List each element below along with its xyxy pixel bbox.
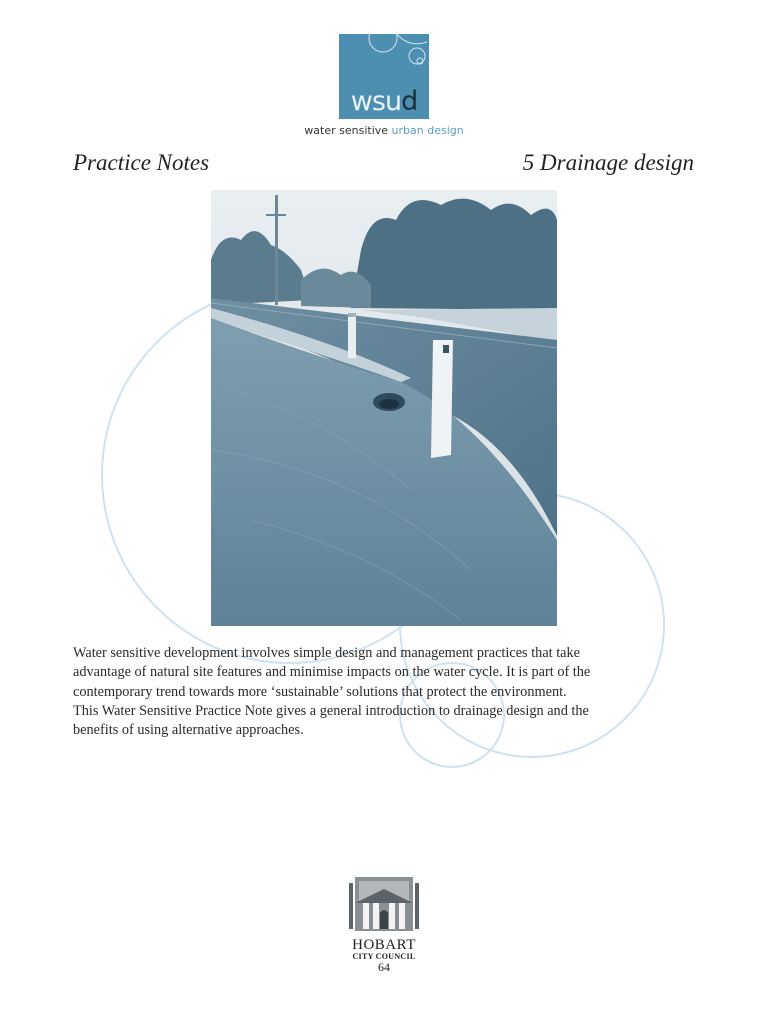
council-emblem-icon — [349, 873, 419, 933]
tagline-part1: water sensitive — [304, 124, 392, 137]
roadside-swale-photo — [211, 190, 557, 626]
logo-word-part2: d — [401, 86, 418, 117]
intro-line: This Water Sensitive Practice Note gives a general introduction to drainage design and the — [73, 702, 589, 719]
council-subtitle: CITY COUNCIL — [352, 952, 416, 961]
intro-line: contemporary trend towards more ‘sustainable’ solutions that protect the environment. — [73, 683, 567, 700]
intro-line: benefits of using alternative approaches. — [73, 722, 304, 739]
logo-tagline — [268, 124, 500, 137]
section-title: 5 Drainage design — [522, 150, 694, 175]
logo-word-part1: wsu — [350, 86, 402, 117]
council-name: HOBART — [352, 937, 416, 953]
practice-notes-heading: Practice Notes — [73, 150, 210, 175]
intro-line: advantage of natural site features and minimise impacts on the water cycle. It is part of the — [73, 664, 591, 681]
intro-paragraph — [73, 644, 673, 740]
wsud-logo — [339, 34, 429, 119]
tagline-part2: urban design — [391, 124, 464, 137]
logo-wordmark — [339, 87, 429, 117]
intro-line: Water sensitive development involves simple design and management practices that take — [73, 645, 581, 661]
hobart-city-council-logo — [343, 873, 425, 961]
page-number: 64 — [378, 960, 390, 974]
